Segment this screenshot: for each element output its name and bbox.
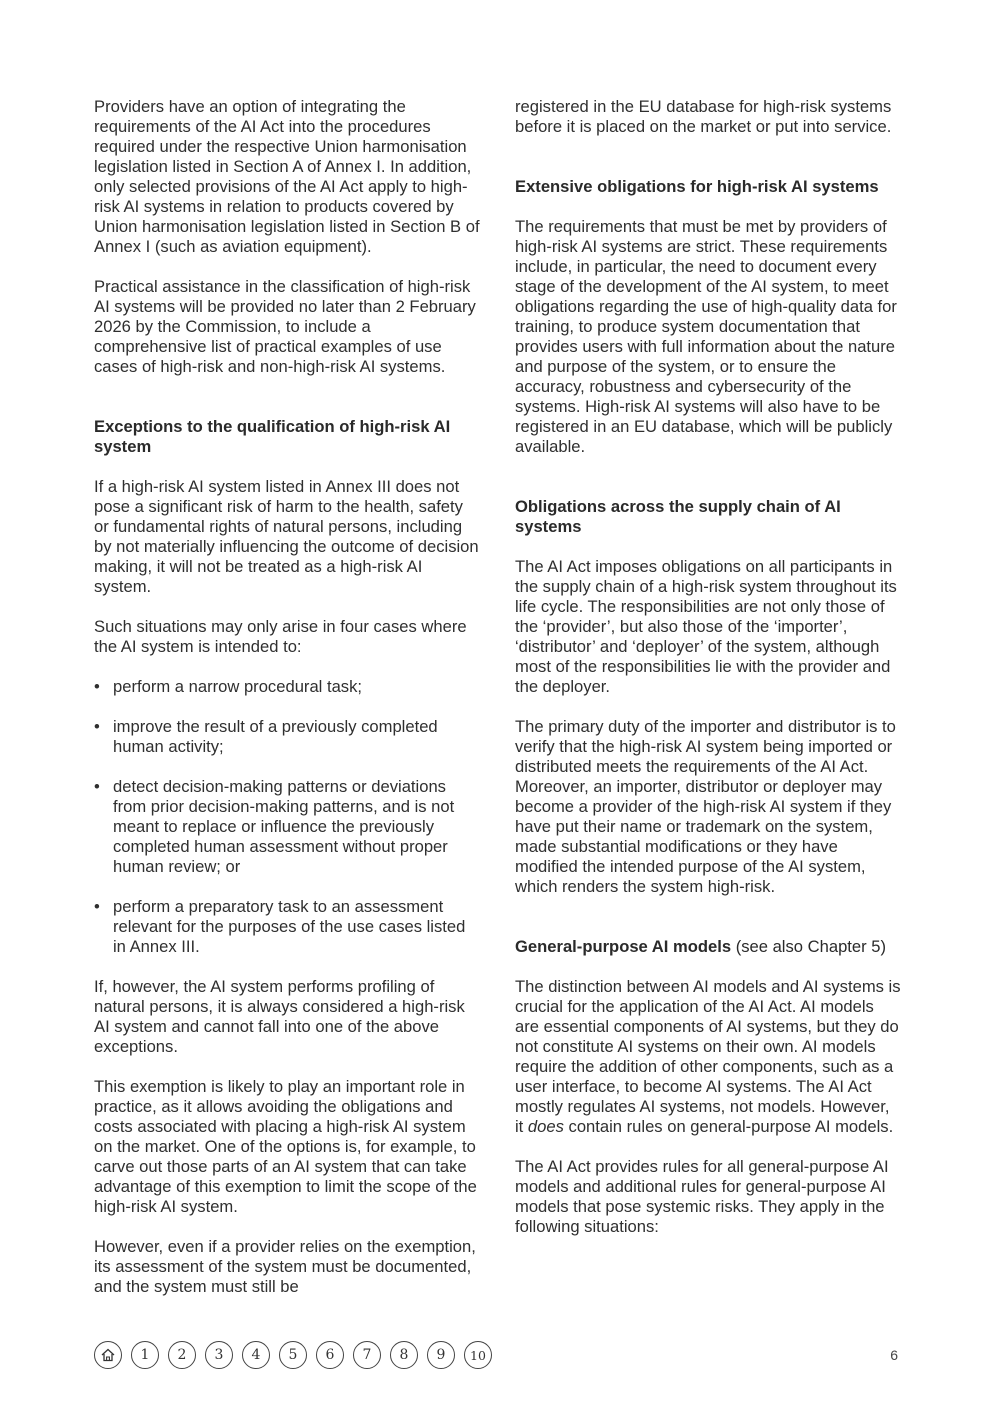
chapter-8-button[interactable]: 8 [390,1341,418,1369]
bullet-icon: • [94,677,100,696]
page-number: 6 [890,1347,898,1363]
paragraph-gpai-rules: The AI Act provides rules for all general-purpose AI models and additional rules for general-purpose AI models that pose systemic risks. They apply in the following situations: [515,1157,889,1236]
chapter-5-button[interactable]: 5 [279,1341,307,1369]
exception-list [94,677,480,957]
paragraph-registered: registered in the EU database for high-risk systems before it is placed on the market or put into service. [515,97,892,136]
heading-extensive-obligations: Extensive obligations for high-risk AI systems [515,177,879,196]
paragraph-models-vs-systems: The distinction between AI models and AI systems is crucial for the application of the AI Act. AI models are essential components of AI systems, but they do not constitute AI systems on their own. AI models require the addition of other components, such as a user interface, to become AI systems. The AI Act mostly regulates AI systems, not models. However, it does contain rules on general-purpose AI models. [515,977,901,1136]
paragraph-harmonisation: Providers have an option of integrating the requirements of the AI Act into the procedures required under the respective Union harmonisation legislation listed in Section A of Annex I. In addition, only selected provisions of the AI Act apply to high-risk AI systems in relation to products covered by Union harmonisation legislation listed in Section B of Annex I (such as aviation equipment). [94,97,480,256]
paragraph-exemption-documented: However, even if a provider relies on the exemption, its assessment of the system must be documented, and the system must still be [94,1237,476,1296]
paragraph-importer-duty: The primary duty of the importer and distributor is to verify that the high-risk AI system being imported or distributed meets the requirements of the AI Act. Moreover, an importer, distributor or deployer may become a provider of the high-risk AI system if they have put their name or trademark on the system, made substantial modifications or they have modified the intended purpose of the AI system, which renders the system high-risk. [515,717,896,896]
chapter-navigation [94,1341,492,1369]
home-icon [100,1347,116,1363]
chapter-10-button[interactable]: 10 [464,1341,492,1369]
bullet-icon: • [94,717,100,736]
paragraph-profiling: If, however, the AI system performs profiling of natural persons, it is always considered a high-risk AI system and cannot fall into one of the above exceptions. [94,977,465,1056]
heading-gpai-bold: General-purpose AI models [515,937,732,956]
paragraph-annex-iii: If a high-risk AI system listed in Annex III does not pose a significant risk of harm to the health, safety or fundamental rights of natural persons, including by not materially influencing the outcome of decision making, it will not be treated as a high-risk AI system. [94,477,479,596]
list-item: • perform a preparatory task to an assessment relevant for the purposes of the use cases listed in Annex III. [94,897,466,956]
paragraph-practical-assistance: Practical assistance in the classification of high-risk AI systems will be provided no later than 2 February 2026 by the Commission, to include a comprehensive list of practical examples of use cases of high-risk and non-high-risk AI systems. [94,277,476,376]
heading-gpai-reference: (see also Chapter 5) [731,937,887,956]
bullet-icon: • [94,897,100,916]
home-button[interactable] [94,1341,122,1369]
heading-exceptions: Exceptions to the qualification of high-risk AI system [94,417,451,456]
left-column [94,97,480,1317]
paragraph-requirements: The requirements that must be met by providers of high-risk AI systems are strict. These requirements include, in particular, the need to document every stage of the development of the AI system, to meet obligations regarding the use of high-quality data for training, to produce system documentation that provides users with full information about the nature and purpose of the system, or to ensure the accuracy, robustness and cybersecurity of the systems. High-risk AI systems will also have to be registered in an EU database, which will be publicly available. [515,217,897,456]
paragraph-supply-chain: The AI Act imposes obligations on all participants in the supply chain of a high-risk system throughout its life cycle. The responsibilities are not only those of the ‘provider’, but also those of the ‘importer’, ‘distributor’ and ‘deployer’ of the system, although most of the responsibilities lie with the provider and the deployer. [515,557,897,696]
list-item: • detect decision-making patterns or deviations from prior decision-making patterns, and is not meant to replace or influence the previously completed human assessment without proper human review; or [94,777,455,876]
chapter-7-button[interactable]: 7 [353,1341,381,1369]
heading-supply-chain: Obligations across the supply chain of AI systems [515,497,841,536]
paragraph-four-cases: Such situations may only arise in four cases where the AI system is intended to: [94,617,467,656]
paragraph-exemption-role: This exemption is likely to play an important role in practice, as it allows avoiding the obligations and costs associated with placing a high-risk AI system on the market. One of the options is, for example, to carve out those parts of an AI system that can take advantage of this exemption to limit the scope of the high-risk AI system. [94,1077,477,1216]
list-item: • improve the result of a previously completed human activity; [94,717,438,756]
chapter-1-button[interactable]: 1 [131,1341,159,1369]
bullet-icon: • [94,777,100,796]
heading-gpai [515,937,901,957]
chapter-4-button[interactable]: 4 [242,1341,270,1369]
chapter-6-button[interactable]: 6 [316,1341,344,1369]
chapter-3-button[interactable]: 3 [205,1341,233,1369]
chapter-2-button[interactable]: 2 [168,1341,196,1369]
right-column [515,97,901,1257]
list-item: • perform a narrow procedural task; [94,677,363,696]
chapter-9-button[interactable]: 9 [427,1341,455,1369]
